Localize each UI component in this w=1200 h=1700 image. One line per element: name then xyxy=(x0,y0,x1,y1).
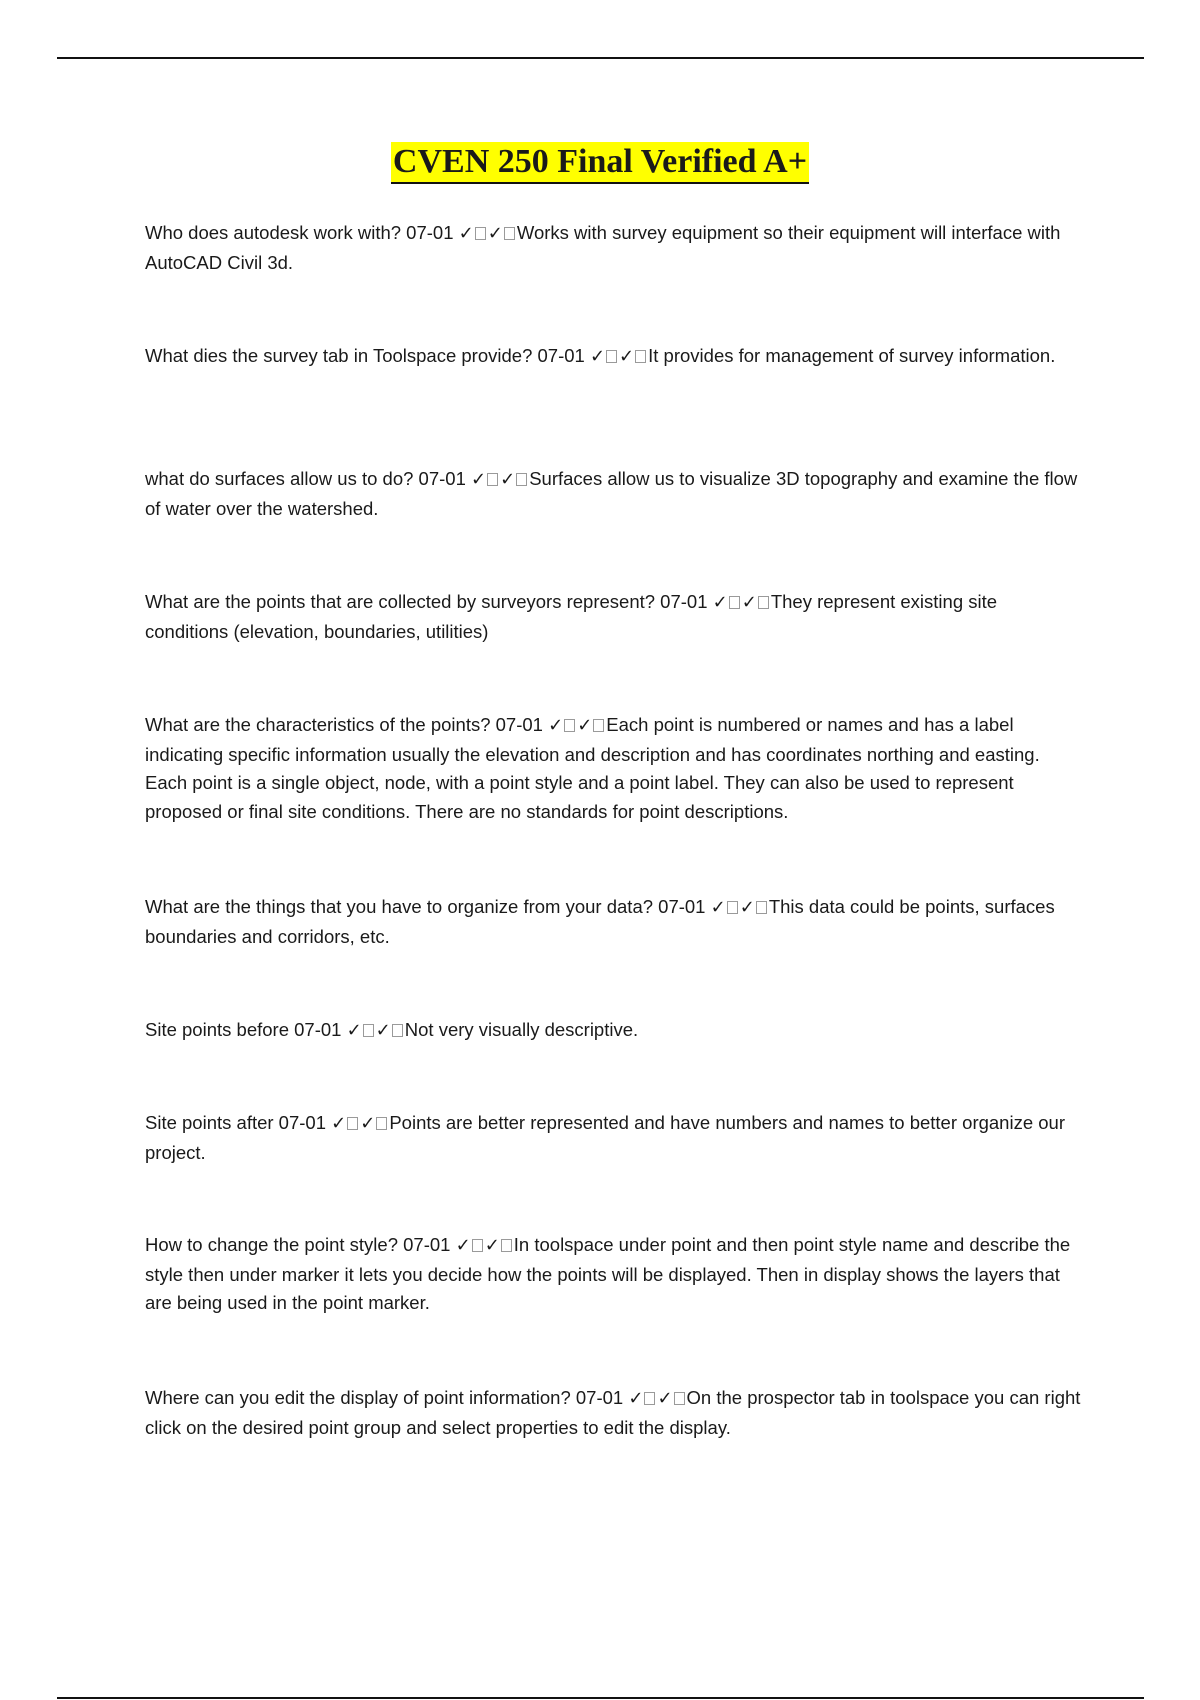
answer-text: Works with survey equipment so their equipment will interface with AutoCAD Civil 3d. xyxy=(145,222,1061,273)
qa-item xyxy=(145,711,1085,826)
question-text: Site points before 07-01 xyxy=(145,1019,342,1040)
qa-item xyxy=(145,893,1085,951)
question-text: How to change the point style? 07-01 xyxy=(145,1234,451,1255)
qa-item xyxy=(145,219,1085,277)
qa-item xyxy=(145,1231,1085,1318)
answer-marker-icon: ✓ ✓ xyxy=(590,345,648,366)
question-text: What are the points that are collected by surveyors represent? 07-01 xyxy=(145,591,708,612)
answer-marker-icon: ✓ ✓ xyxy=(713,591,771,612)
title-container xyxy=(0,142,1200,184)
answer-marker-icon: ✓ ✓ xyxy=(331,1112,389,1133)
top-rule xyxy=(57,57,1144,59)
answer-text: Points are better represented and have numbers and names to better organize our project. xyxy=(145,1112,1065,1163)
answer-text: Not very visually descriptive. xyxy=(404,1019,639,1040)
answer-marker-icon: ✓ ✓ xyxy=(628,1387,686,1408)
question-text: What dies the survey tab in Toolspace provide? 07-01 xyxy=(145,345,585,366)
qa-item xyxy=(145,1109,1085,1167)
question-text: What are the things that you have to organize from your data? 07-01 xyxy=(145,896,706,917)
question-text: Who does autodesk work with? 07-01 xyxy=(145,222,454,243)
answer-text: On the prospector tab in toolspace you can right click on the desired point group and select properties to edit the display. xyxy=(145,1387,1081,1438)
answer-marker-icon: ✓ ✓ xyxy=(471,468,529,489)
answer-text: This data could be points, surfaces boundaries and corridors, etc. xyxy=(145,896,1055,947)
answer-marker-icon: ✓ ✓ xyxy=(456,1234,514,1255)
answer-marker-icon: ✓ ✓ xyxy=(459,222,517,243)
qa-item xyxy=(145,465,1085,523)
answer-text: In toolspace under point and then point style name and describe the style then under marker it lets you decide how the points will be displayed. Then in display shows the layers that are being used in the point marker. xyxy=(145,1234,1071,1313)
qa-item xyxy=(145,342,1085,372)
question-text: Site points after 07-01 xyxy=(145,1112,326,1133)
answer-marker-icon: ✓ ✓ xyxy=(711,896,769,917)
answer-text: It provides for management of survey information. xyxy=(648,345,1056,366)
qa-item xyxy=(145,1384,1085,1442)
answer-text: Surfaces allow us to visualize 3D topography and examine the flow of water over the watershed. xyxy=(145,468,1078,519)
qa-item xyxy=(145,588,1085,646)
answer-text: They represent existing site conditions (elevation, boundaries, utilities) xyxy=(145,591,998,642)
answer-marker-icon: ✓ ✓ xyxy=(347,1019,405,1040)
qa-item xyxy=(145,1016,1085,1046)
answer-marker-icon: ✓ ✓ xyxy=(548,714,606,735)
page-title: CVEN 250 Final Verified A+ xyxy=(391,142,809,184)
answer-text: Each point is numbered or names and has a label indicating specific information usually the elevation and description and has coordinates northing and easting. Each point is a single object, node, with a point style and a point label. They can also be used to represent proposed or final site conditions. There are no standards for point descriptions. xyxy=(145,714,1040,822)
question-text: What are the characteristics of the points? 07-01 xyxy=(145,714,543,735)
bottom-rule xyxy=(57,1697,1144,1699)
question-text: what do surfaces allow us to do? 07-01 xyxy=(145,468,466,489)
question-text: Where can you edit the display of point information? 07-01 xyxy=(145,1387,624,1408)
